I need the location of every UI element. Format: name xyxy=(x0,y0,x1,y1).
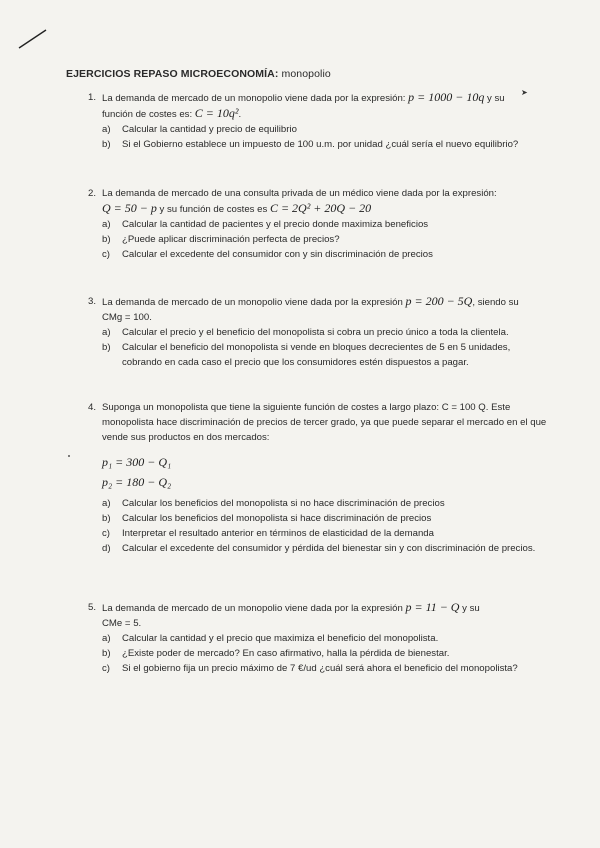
demand-equation: p = 11 − Q xyxy=(405,600,460,614)
list-item: c) Interpretar el resultado anterior en términos de elasticidad de la demanda xyxy=(102,528,434,539)
list-item: c) Calcular el excedente del consumidor con y sin discriminación de precios xyxy=(102,249,433,260)
title-bold: EJERCICIOS REPASO MICROECONOMÍA: xyxy=(66,68,279,80)
exercise-4-items xyxy=(88,496,550,556)
stray-dot-mark xyxy=(68,455,70,457)
exercise-number: 4. xyxy=(88,402,97,413)
list-item: a) Calcular la cantidad y el precio que maximiza el beneficio del monopolista. xyxy=(102,633,439,644)
list-item: c) Si el gobierno fija un precio máximo de 7 €/ud ¿cuál será ahora el beneficio del monopolista? xyxy=(102,663,518,674)
list-item: d) Calcular el excedente del consumidor y pérdida del bienestar sin y con discriminación de precios. xyxy=(102,543,536,554)
page-title xyxy=(66,68,331,80)
exercise-items xyxy=(102,325,550,370)
exercise-1 xyxy=(88,90,550,152)
exercise-number: 3. xyxy=(88,296,97,307)
list-item: a) Calcular los beneficios del monopolista si no hace discriminación de precios xyxy=(102,498,445,509)
title-rest: monopolio xyxy=(278,68,331,80)
market-2-equation: p₂ = 180 − Q₂ xyxy=(102,475,172,489)
cost-equation: C = 10q² xyxy=(194,106,239,120)
demand-equation: p = 1000 − 10q xyxy=(408,90,485,104)
exercise-statement: La demanda de mercado de un monopolio viene dada por la expresión p = 200 − 5Q, siendo su CMg = 100. xyxy=(102,294,519,323)
list-item: b) ¿Puede aplicar discriminación perfecta de precios? xyxy=(102,234,340,245)
exercise-items xyxy=(102,217,550,262)
exercise-2 xyxy=(88,186,550,262)
exercise-statement: La demanda de mercado de una consulta privada de un médico viene dada por la expresión: Q = 50 − p y su función de costes es C = 2Q² + 20Q − 20 xyxy=(102,188,497,215)
list-item: a) Calcular la cantidad de pacientes y el precio donde maximiza beneficios xyxy=(102,219,429,230)
list-item: b) Calcular el beneficio del monopolista si vende en bloques decrecientes de 5 en 5 unidades, cobrando en cada caso el precio que los consumidores estén dispuestos a pagar. xyxy=(102,342,511,368)
list-item: b) Si el Gobierno establece un impuesto de 100 u.m. por unidad ¿cuál sería el nuevo equilibrio? xyxy=(102,139,519,150)
demand-equation: Q = 50 − p xyxy=(102,201,157,215)
list-item: b) ¿Existe poder de mercado? En caso afirmativo, halla la pérdida de bienestar. xyxy=(102,648,450,659)
exercise-number: 1. xyxy=(88,92,97,103)
market-1-equation: p₁ = 300 − Q₁ xyxy=(102,455,172,469)
cost-equation: C = 2Q² + 20Q − 20 xyxy=(269,201,372,215)
list-item: b) Calcular los beneficios del monopolista si hace discriminación de precios xyxy=(102,513,432,524)
list-item: a) Calcular la cantidad y precio de equilibrio xyxy=(102,124,297,135)
exercise-4 xyxy=(88,400,550,445)
exercise-statement: Suponga un monopolista que tiene la siguiente función de costes a largo plazo: C = 100 Q. Este monopolista hace discriminación de precios de tercer grado, ya que puede separar el mercado en el que vende sus productos en dos mercados: xyxy=(102,402,547,443)
exercise-number: 2. xyxy=(88,188,97,199)
price-equations xyxy=(102,452,171,492)
list-item: a) Calcular el precio y el beneficio del monopolista si cobra un precio único a toda la clientela. xyxy=(102,327,509,338)
exercise-items xyxy=(102,631,550,676)
exercise-items xyxy=(102,122,550,152)
exercise-statement: La demanda de mercado de un monopolio viene dada por la expresión p = 11 − Q y su CMe = 5. xyxy=(102,600,480,629)
margin-arrow-mark: ➤ xyxy=(521,88,528,97)
exercise-items xyxy=(102,496,550,556)
exercise-5 xyxy=(88,600,550,676)
pen-stroke-mark xyxy=(18,28,48,50)
exercise-statement: La demanda de mercado de un monopolio viene dada por la expresión: p = 1000 − 10q y su función de costes es: C = 10q². xyxy=(102,90,505,120)
exercise-3 xyxy=(88,294,550,370)
demand-equation: p = 200 − 5Q xyxy=(405,294,473,308)
exercise-number: 5. xyxy=(88,602,97,613)
